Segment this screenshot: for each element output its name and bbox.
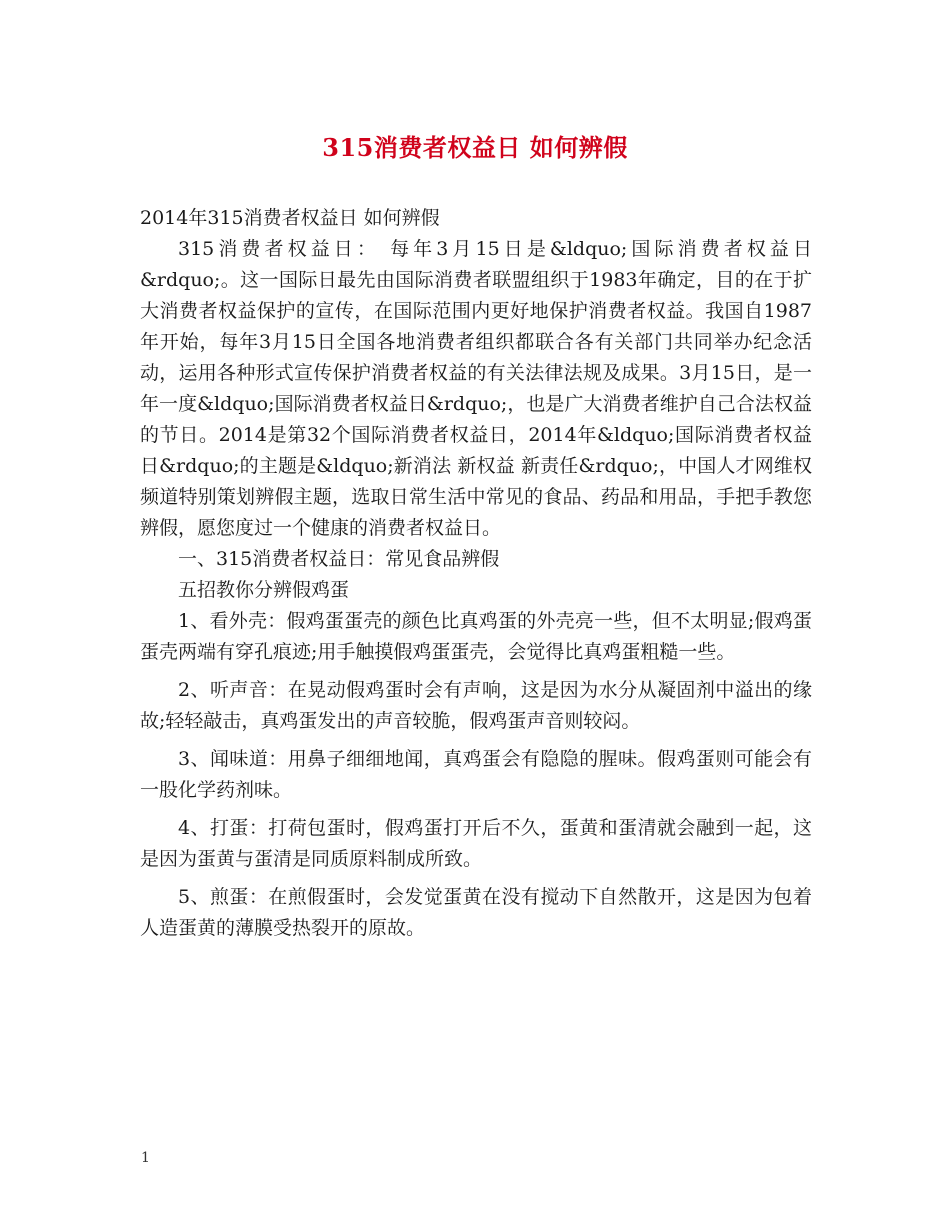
document-body (140, 203, 812, 944)
tip-paragraph-3: 3、闻味道：用鼻子细细地闻，真鸡蛋会有隐隐的腥味。假鸡蛋则可能会有一股化学药剂味。 (140, 748, 812, 801)
tip-paragraph-1: 1、看外壳：假鸡蛋蛋壳的颜色比真鸡蛋的外壳亮一些，但不太明显;假鸡蛋蛋壳两端有穿孔痕迹;用手触摸假鸡蛋蛋壳，会觉得比真鸡蛋粗糙一些。 (140, 610, 812, 663)
subsection-heading: 五招教你分辨假鸡蛋 (178, 579, 350, 601)
section-heading: 一、315消费者权益日：常见食品辨假 (178, 548, 500, 570)
tip-paragraph-2: 2、听声音：在晃动假鸡蛋时会有声响，这是因为水分从凝固剂中溢出的缘故;轻轻敲击，真鸡蛋发出的声音较脆，假鸡蛋声音则较闷。 (140, 679, 812, 732)
page-number: 1 (141, 1150, 150, 1166)
intro-paragraph: 315消费者权益日： 每年3月15日是&ldquo;国际消费者权益日&rdquo;。这一国际日最先由国际消费者联盟组织于1983年确定，目的在于扩大消费者权益保护的宣传，在国际范围内更好地保护消费者权益。我国自1987年开始，每年3月15日全国各地消费者组织都联合各有关部门共同举办纪念活动，运用各种形式宣传保护消费者权益的有关法律法规及成果。3月15日，是一年一度&ldquo;国际消费者权益日&rdquo;，也是广大消费者维护自己合法权益的节日。2014是第32个国际消费者权益日，2014年&ldquo;国际消费者权益日&rdquo;的主题是&ldquo;新消法 新权益 新责任&rdquo;，中国人才网维权频道特别策划辨假主题，选取日常生活中常见的食品、药品和用品，手把手教您辨假，愿您度过一个健康的消费者权益日。 (140, 238, 812, 539)
subtitle-paragraph: 2014年315消费者权益日 如何辨假 (140, 207, 440, 229)
tip-paragraph-4: 4、打蛋：打荷包蛋时，假鸡蛋打开后不久，蛋黄和蛋清就会融到一起，这是因为蛋黄与蛋清是同质原料制成所致。 (140, 817, 812, 870)
tip-paragraph-5: 5、煎蛋：在煎假蛋时，会发觉蛋黄在没有搅动下自然散开，这是因为包着人造蛋黄的薄膜受热裂开的原故。 (140, 886, 812, 939)
document-title: 315消费者权益日 如何辨假 (322, 133, 628, 162)
